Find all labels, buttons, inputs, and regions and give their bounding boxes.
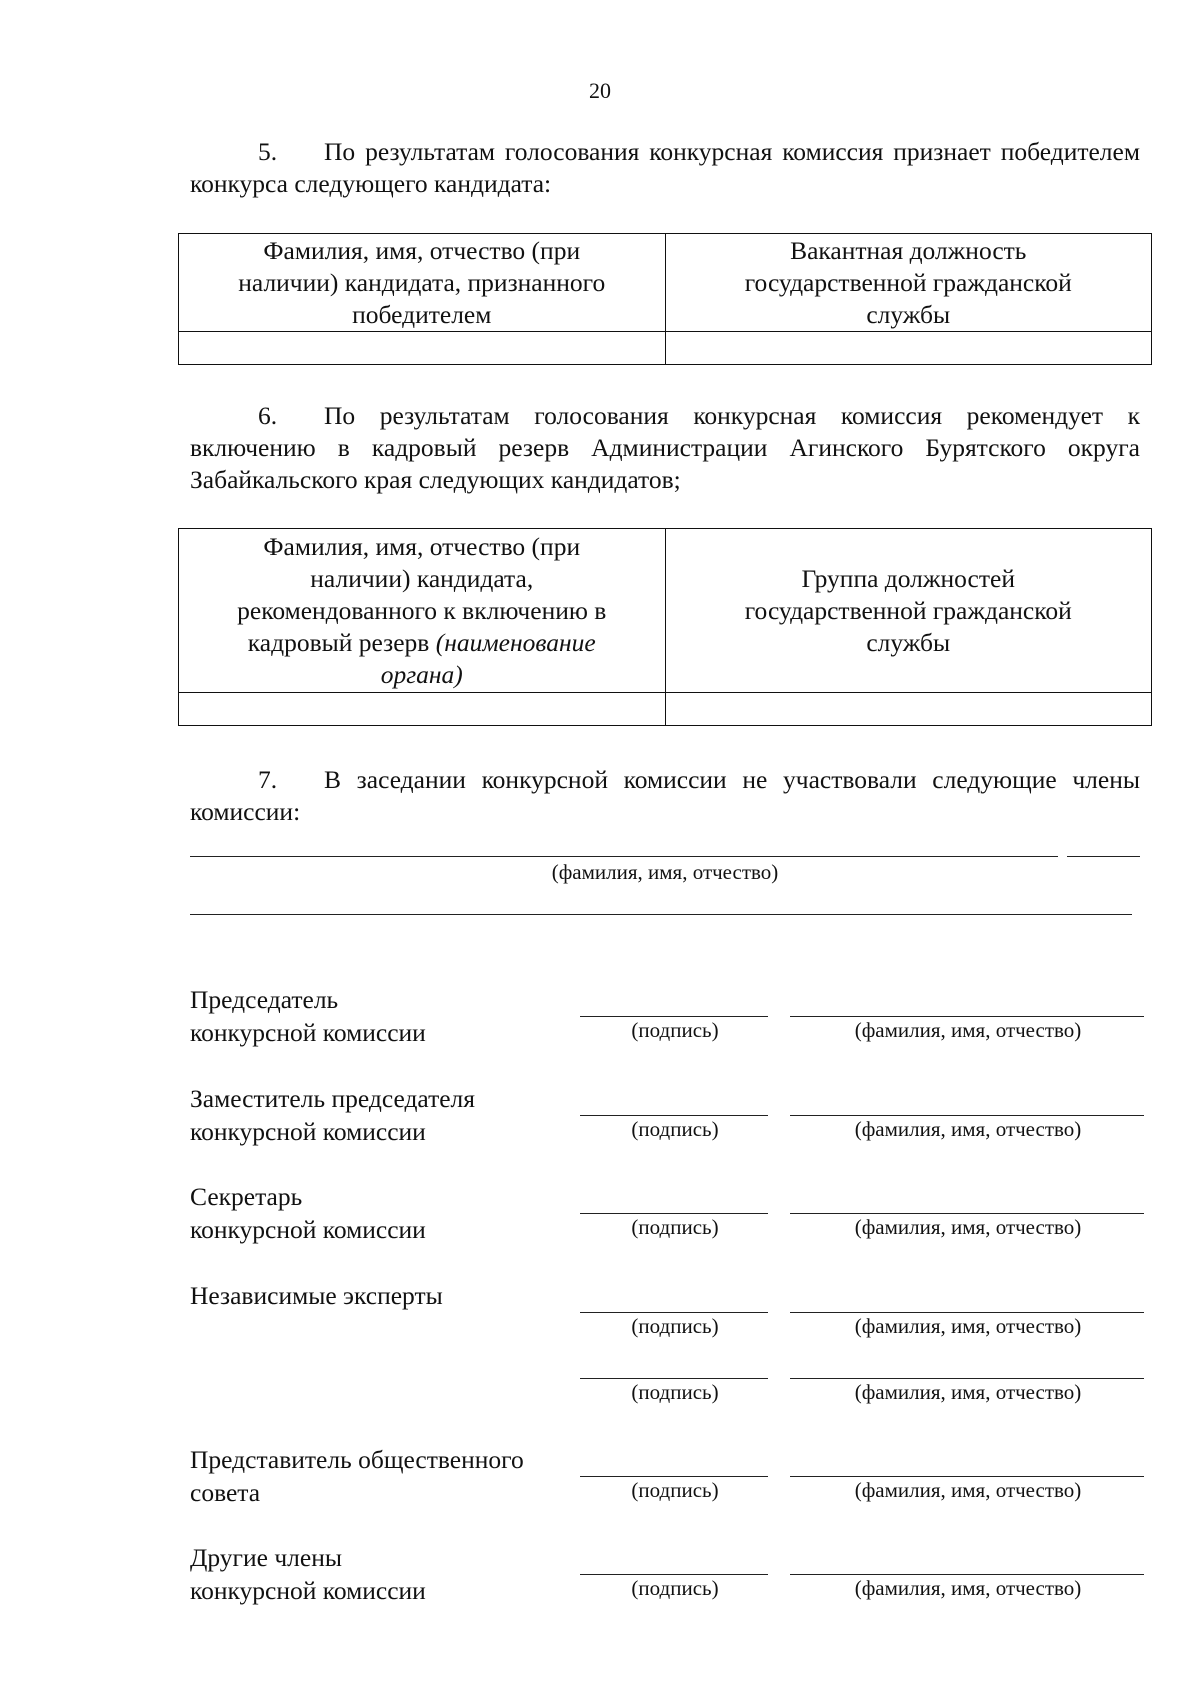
secretary-label	[190, 1180, 580, 1246]
label-line: Секретарь	[190, 1182, 303, 1211]
independent-experts-label	[190, 1279, 580, 1312]
absent-members-line-1b[interactable]	[1067, 856, 1140, 857]
header-line: Группа должностей	[801, 563, 1015, 593]
reserve-table-header-group	[665, 529, 1152, 693]
chairman-signature-caption: (подпись)	[631, 1018, 719, 1042]
winner-table-cell-name[interactable]	[179, 332, 666, 365]
deputy-name-line[interactable]	[790, 1115, 1144, 1116]
label-line: конкурсной комиссии	[190, 1117, 426, 1146]
other-members-label	[190, 1541, 580, 1607]
label-line: совета	[190, 1478, 261, 1507]
page-number: 20	[589, 78, 611, 103]
header-line: службы	[866, 627, 951, 657]
section-5-text: По результатам голосования конкурсная комиссия признает победителем конкурса следующего кандидата:	[190, 137, 1140, 198]
winner-table-cell-position[interactable]	[665, 332, 1152, 365]
header-line: наличии) кандидата, признанного	[238, 267, 606, 297]
public-council-label	[190, 1443, 580, 1509]
expert-1-name-line[interactable]	[790, 1312, 1144, 1313]
expert-2-name-line[interactable]	[790, 1378, 1144, 1379]
section-6-paragraph	[190, 400, 1140, 496]
label-line: конкурсной комиссии	[190, 1215, 426, 1244]
chairman-label	[190, 983, 580, 1049]
expert-2-name-caption: (фамилия, имя, отчество)	[854, 1380, 1082, 1404]
header-line	[197, 627, 647, 659]
chairman-name-line[interactable]	[790, 1016, 1144, 1017]
header-line: государственной гражданской	[744, 267, 1072, 297]
label-line: конкурсной комиссии	[190, 1576, 426, 1605]
deputy-signature-line[interactable]	[580, 1115, 768, 1116]
header-line: Фамилия, имя, отчество (при	[263, 235, 581, 265]
absent-members-line-2[interactable]	[190, 914, 1132, 915]
header-italic-text: (наименование	[435, 627, 596, 657]
deputy-chairman-label	[190, 1082, 580, 1148]
header-line: службы	[866, 299, 951, 329]
expert-2-signature-line[interactable]	[580, 1378, 768, 1379]
other-members-signature-line[interactable]	[580, 1574, 768, 1575]
header-line: победителем	[352, 299, 492, 329]
chairman-signature-line[interactable]	[580, 1016, 768, 1017]
public-council-signature-caption: (подпись)	[631, 1478, 719, 1502]
header-line: государственной гражданской	[744, 595, 1072, 625]
expert-1-signature-caption: (подпись)	[631, 1314, 719, 1338]
section-6-number: 6.	[258, 401, 278, 430]
label-line: Другие члены	[190, 1543, 343, 1572]
chairman-name-caption: (фамилия, имя, отчество)	[854, 1018, 1082, 1042]
header-line: наличии) кандидата,	[310, 563, 534, 593]
section-7-number: 7.	[258, 765, 278, 794]
expert-2-signature-caption: (подпись)	[631, 1380, 719, 1404]
absent-members-caption: (фамилия, имя, отчество)	[551, 860, 779, 884]
reserve-table-cell-name[interactable]	[179, 693, 666, 726]
reserve-table	[178, 528, 1152, 726]
winner-table-header-position	[665, 234, 1152, 332]
expert-1-name-caption: (фамилия, имя, отчество)	[854, 1314, 1082, 1338]
other-members-name-caption: (фамилия, имя, отчество)	[854, 1576, 1082, 1600]
deputy-signature-caption: (подпись)	[631, 1117, 719, 1141]
label-line: конкурсной комиссии	[190, 1018, 426, 1047]
label-line: Независимые эксперты	[190, 1281, 443, 1310]
label-line: Представитель общественного	[190, 1445, 524, 1474]
deputy-name-caption: (фамилия, имя, отчество)	[854, 1117, 1082, 1141]
header-line: рекомендованного к включению в	[237, 595, 607, 625]
other-members-name-line[interactable]	[790, 1574, 1144, 1575]
section-7-text: В заседании конкурсной комиссии не участвовали следующие члены комиссии:	[190, 765, 1140, 826]
expert-1-signature-line[interactable]	[580, 1312, 768, 1313]
section-7-paragraph	[190, 764, 1140, 828]
absent-members-line-1a[interactable]	[190, 856, 1058, 857]
section-5-number: 5.	[258, 137, 278, 166]
other-members-signature-caption: (подпись)	[631, 1576, 719, 1600]
reserve-table-header-name	[179, 529, 666, 693]
section-6-text: По результатам голосования конкурсная комиссия рекомендует к включению в кадровый резерв Администрации Агинского Бурятского округа Забайкальского края следующих кандидатов;	[190, 401, 1140, 494]
secretary-signature-caption: (подпись)	[631, 1215, 719, 1239]
header-line: Вакантная должность	[790, 235, 1027, 265]
header-italic-text: органа)	[380, 659, 463, 689]
public-council-signature-line[interactable]	[580, 1476, 768, 1477]
reserve-table-cell-group[interactable]	[665, 693, 1152, 726]
winner-table	[178, 233, 1152, 365]
winner-table-header-name	[179, 234, 666, 332]
public-council-name-line[interactable]	[790, 1476, 1144, 1477]
secretary-signature-line[interactable]	[580, 1213, 768, 1214]
public-council-name-caption: (фамилия, имя, отчество)	[854, 1478, 1082, 1502]
header-line: Фамилия, имя, отчество (при	[263, 531, 581, 561]
secretary-name-caption: (фамилия, имя, отчество)	[854, 1215, 1082, 1239]
section-5-paragraph	[190, 136, 1140, 200]
label-line: Председатель	[190, 985, 339, 1014]
secretary-name-line[interactable]	[790, 1213, 1144, 1214]
header-text: кадровый резерв	[247, 627, 436, 657]
label-line: Заместитель председателя	[190, 1084, 475, 1113]
